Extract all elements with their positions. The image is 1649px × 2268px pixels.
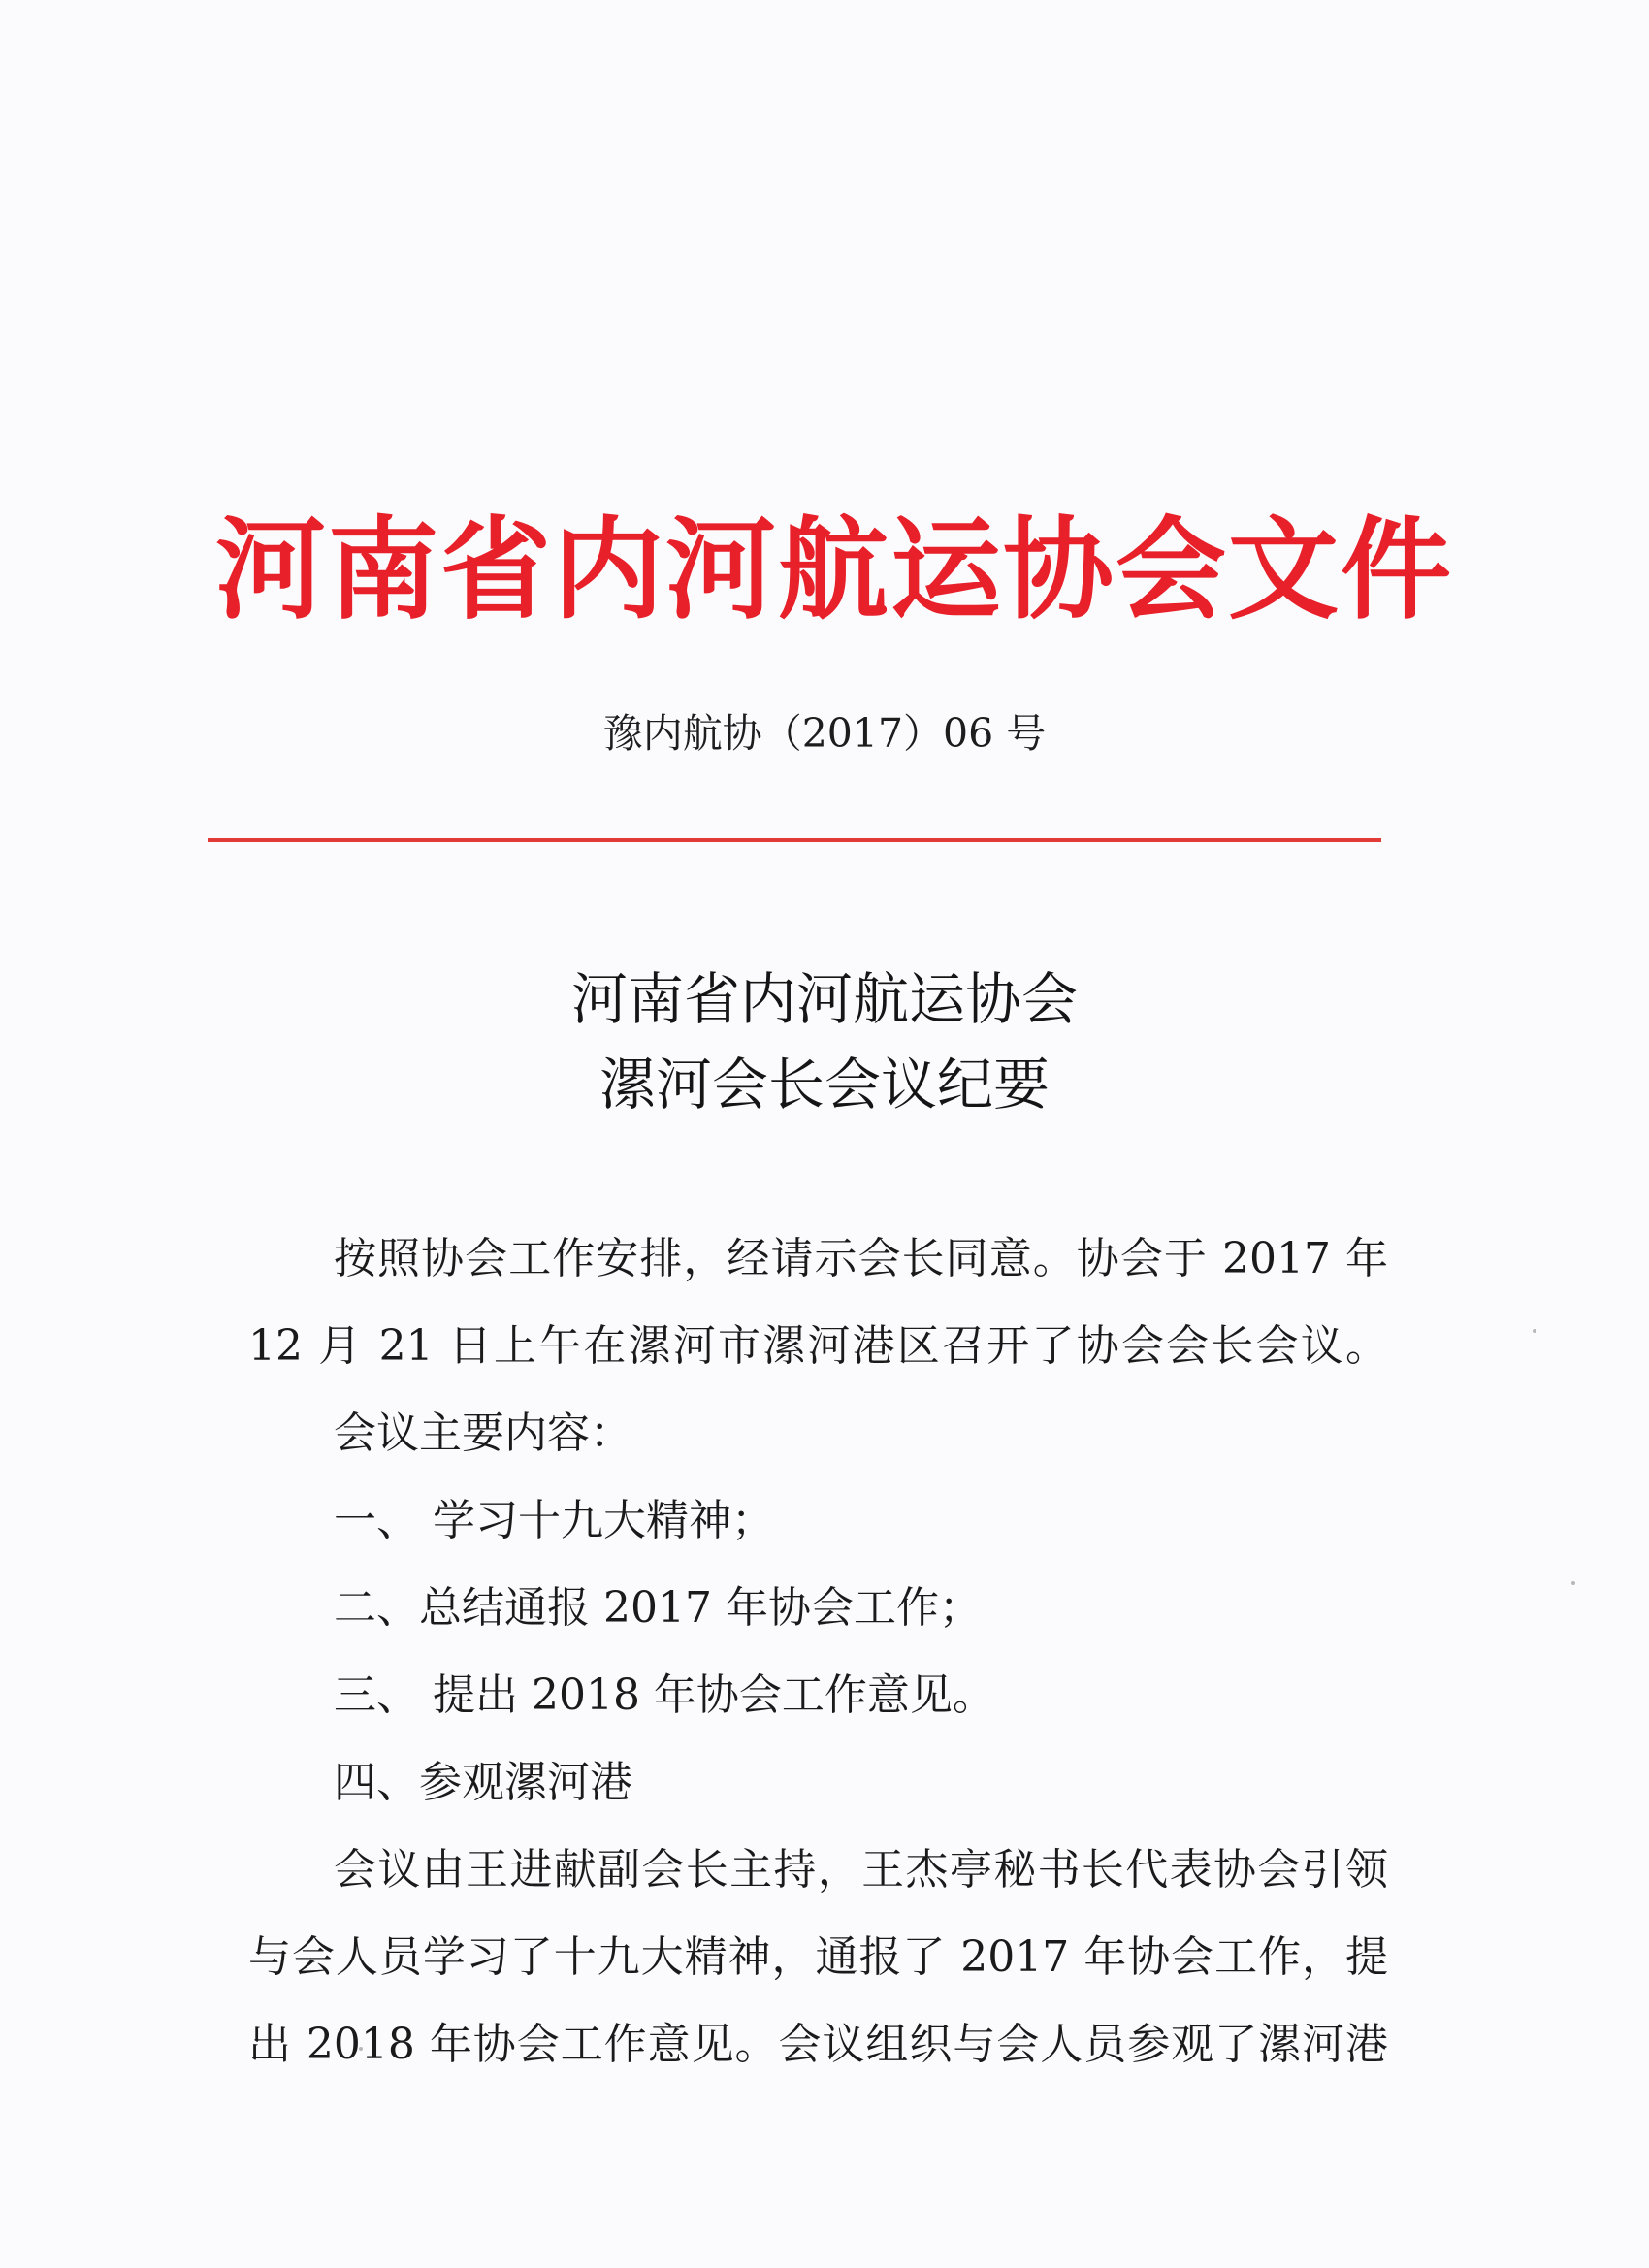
body-paragraph-3-line-2: 与会人员学习了十九大精神，通报了 2017 年协会工作，提 [248, 1932, 1388, 1982]
agenda-item-1: 一、 学习十九大精神； [334, 1496, 774, 1545]
body-paragraph-1-line-1: 按照协会工作安排，经请示会长同意。协会于 2017 年 [334, 1234, 1388, 1283]
document-masthead: 河南省内河航运协会文件 [215, 505, 1454, 634]
agenda-item-4: 四、参观漯河港 [334, 1758, 632, 1807]
bleed-through-texture [223, 189, 1387, 276]
agenda-item-3: 三、 提出 2018 年协会工作意见。 [334, 1670, 995, 1720]
body-paragraph-1-line-2: 12 月 21 日上午在漯河市漯河港区召开了协会会长会议。 [248, 1321, 1388, 1371]
document-number: 豫内航协（2017）06 号 [602, 710, 1047, 757]
body-paragraph-3-line-3: 出 2018 年协会工作意见。会议组织与会人员参观了漯河港 [248, 2020, 1388, 2069]
scan-speck [1571, 1581, 1575, 1585]
agenda-item-2: 二、总结通报 2017 年协会工作； [334, 1583, 982, 1633]
body-paragraph-3-line-1: 会议由王进献副会长主持，王杰亭秘书长代表协会引领 [334, 1845, 1388, 1895]
document-title-line2: 漯河会长会议纪要 [598, 1052, 1050, 1118]
scan-speck [359, 2047, 363, 2051]
document-title-line1: 河南省内河航运协会 [570, 966, 1078, 1032]
masthead-divider [208, 838, 1381, 842]
scan-speck [1533, 1329, 1536, 1333]
body-paragraph-2: 会议主要内容： [334, 1409, 632, 1458]
